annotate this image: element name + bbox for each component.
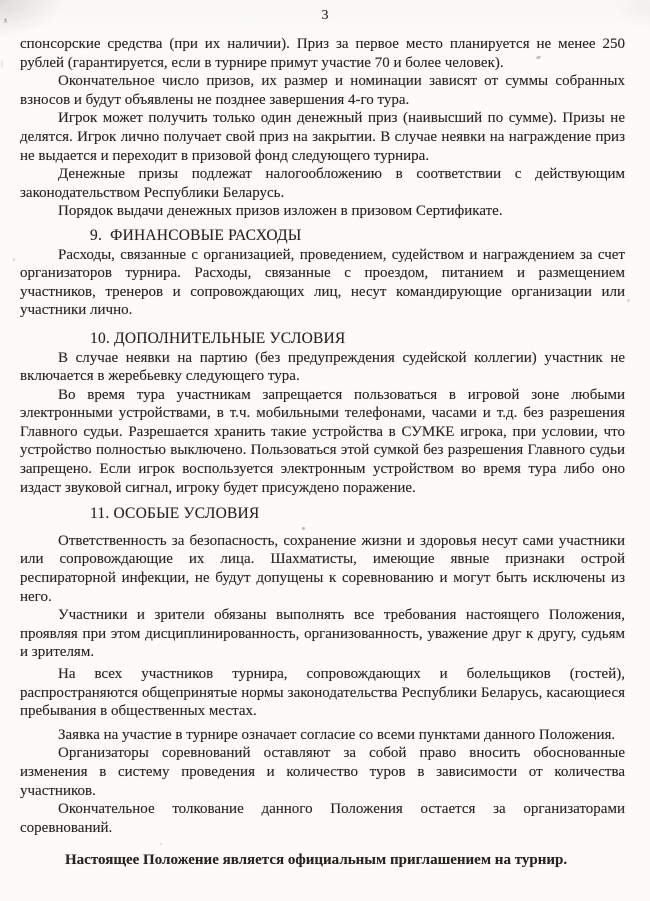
page-number: 3 [321, 8, 329, 23]
paragraph-final-prize-count: Окончательное число призов, их размер и номинации зависят от суммы собранных взносов и будут объявлены не позднее завершения 4-го тура. [20, 73, 625, 108]
closing-statement: Настоящее Положение является официальным приглашением на турнир. [65, 852, 568, 869]
paragraph-single-prize-rule: Игрок может получить только один денежный приз (наивысший по сумме). Призы не делятся. Игрок лично получает свой приз на закрытии. В случае неявки на награждение приз не выдается и переходит в призовой фонд следующего турнира. [20, 110, 625, 164]
section-11-heading: 11. ОСОБЫЕ УСЛОВИЯ [90, 505, 260, 523]
paragraph-sponsor-funds: спонсорские средства (при их наличии). Приз за первое место планируется не менее 250 рублей (гарантируется, если в турнире примут участие 70 и более человек). [20, 36, 625, 71]
paragraph-discipline-requirements: Участники и зрители обязаны выполнять все требования настоящего Положения, проявляя при этом дисциплинированность, организованность, уважение друг к другу, судьям и зрителям. [20, 607, 625, 661]
paragraph-final-interpretation: Окончательное толкование данного Положения остается за организаторами соревнований. [20, 801, 625, 836]
paragraph-prize-certificate: Порядок выдачи денежных призов изложен в призовом Сертификате. [58, 203, 503, 220]
paragraph-public-conduct-norms: На всех участников турнира, сопровождающих и болельщиков (гостей), распространяются общепринятые нормы законодательства Республики Беларусь, касающиеся пребывания в общественных местах. [20, 666, 625, 720]
paragraph-no-show-rule: В случае неявки на партию (без предупреждения судейской коллегии) участник не включается в жеребьевку следующего тура. [20, 349, 625, 385]
paragraph-prize-taxation: Денежные призы подлежат налогообложению в соответствии с действующим законодательством Республики Беларусь. [20, 166, 625, 201]
paragraph-organizer-rights: Организаторы соревнований оставляют за собой право вносить обоснованные изменения в систему проведения и количество туров в зависимости от количества участников. [20, 745, 625, 799]
paragraph-safety-responsibility: Ответственность за безопасность, сохранение жизни и здоровья несут сами участники или сопровождающие их лица. Шахматисты, имеющие явные признаки острой респираторной инфекции, не будут допущены к соревнованию и могут быть исключены из него. [20, 532, 625, 605]
section-10-heading: 10. ДОПОЛНИТЕЛЬНЫЕ УСЛОВИЯ [90, 329, 346, 347]
paragraph-electronic-devices: Во время тура участникам запрещается пользоваться в игровой зоне любыми электронными устройствами, в т.ч. мобильными телефонами, часами и т.д. без разрешения Главного судьи. Разрешается хранить такие устройства в СУМКЕ игрока, при условии, что устройство полностью выключено. Пользоваться этой сумкой без разрешения Главного судьи запрещено. Если игрок воспользуется электронным устройством во время тура либо оно издаст звуковой сигнал, игроку будет присуждено поражение. [20, 386, 625, 496]
paragraph-application-consent: Заявка на участие в турнире означает согласие со всеми пунктами данного Положения. [58, 726, 616, 743]
paragraph-financial-expenses: Расходы, связанные с организацией, проведением, судейством и награждением за счет организаторов турнира. Расходы, связанные с проездом, питанием и размещением участников, тренеров и сопровождающих лиц, несут командирующие организации или участники лично. [20, 246, 625, 319]
section-9-heading: 9. ФИНАНСОВЫЕ РАСХОДЫ [90, 226, 302, 244]
document-body [0, 25, 650, 870]
